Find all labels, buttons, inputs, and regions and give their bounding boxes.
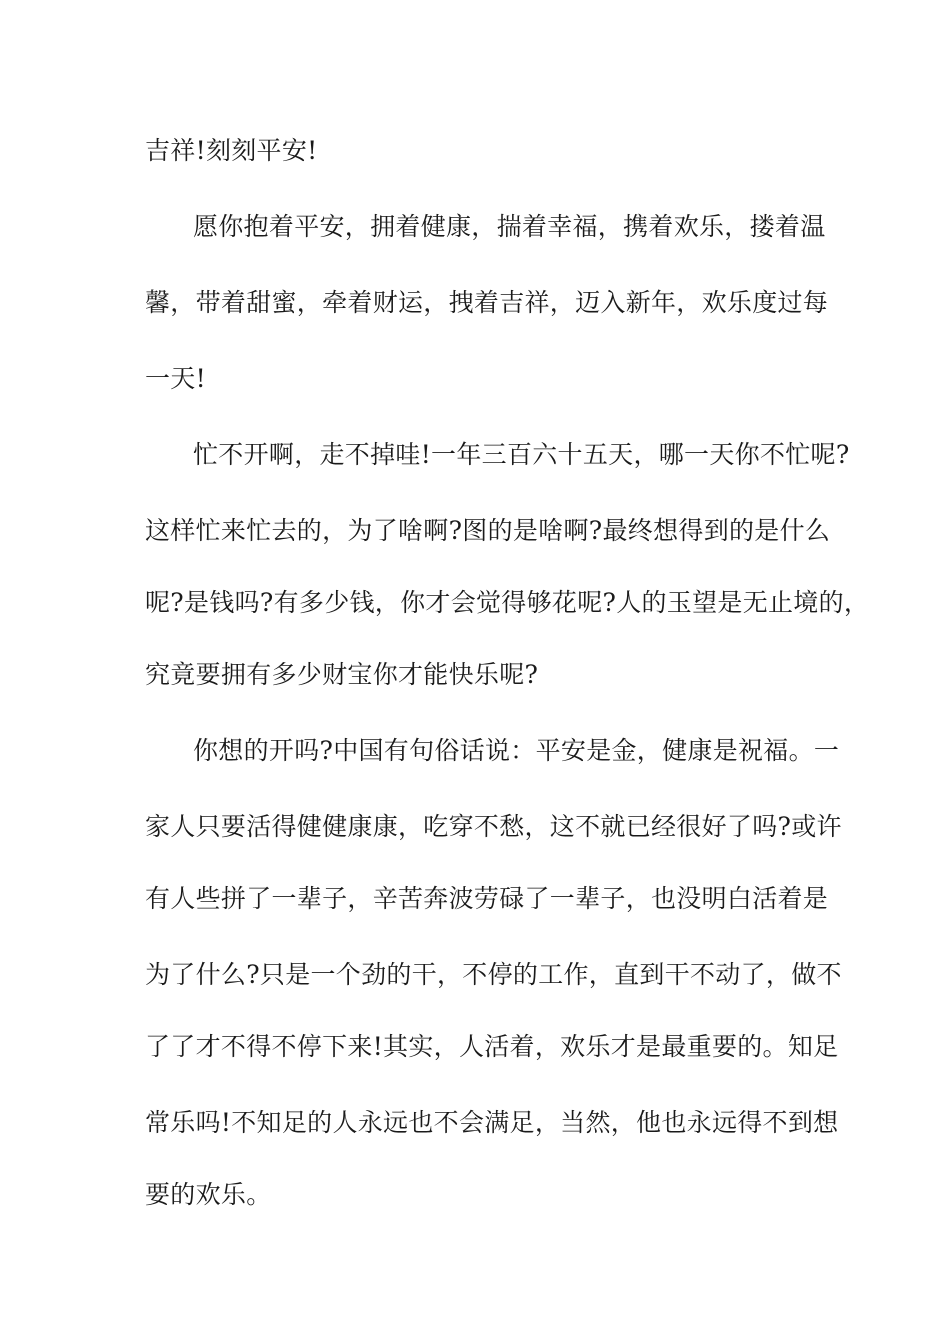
paragraph-start-line: 忙不开啊，走不掉哇!一年三百六十五天，哪一天你不忙呢? — [193, 440, 850, 469]
paragraph-start-line: 愿你抱着平安，拥着健康，揣着幸福，携着欢乐，搂着温 — [193, 212, 826, 241]
text-line-3: 馨，带着甜蜜，牵着财运，拽着吉祥，迈入新年，欢乐度过每 — [145, 288, 829, 317]
text-line-13: 了了才不得不停下来!其实，人活着，欢乐才是最重要的。知足 — [145, 1032, 839, 1061]
text-line-15: 要的欢乐。 — [145, 1180, 272, 1209]
text-line-4: 一天! — [145, 364, 206, 393]
text-line-10: 家人只要活得健健康康，吃穿不愁，这不就已经很好了吗?或许 — [145, 812, 842, 841]
paragraph-start-line: 你想的开吗?中国有句俗话说：平安是金，健康是祝福。一 — [193, 736, 840, 765]
text-line-14: 常乐吗!不知足的人永远也不会满足，当然，他也永远得不到想 — [145, 1108, 839, 1137]
text-line-1: 吉祥!刻刻平安! — [145, 136, 318, 165]
text-line-6: 这样忙来忙去的，为了啥啊?图的是啥啊?最终想得到的是什么 — [145, 516, 831, 545]
text-line-12: 为了什么?只是一个劲的干，不停的工作，直到干不动了，做不 — [145, 960, 842, 989]
text-line-8: 究竟要拥有多少财宝你才能快乐呢? — [145, 660, 539, 689]
text-line-11: 有人些拼了一辈子，辛苦奔波劳碌了一辈子，也没明白活着是 — [145, 884, 829, 913]
text-line-7: 呢?是钱吗?有多少钱，你才会觉得够花呢?人的玉望是无止境的， — [145, 588, 870, 617]
